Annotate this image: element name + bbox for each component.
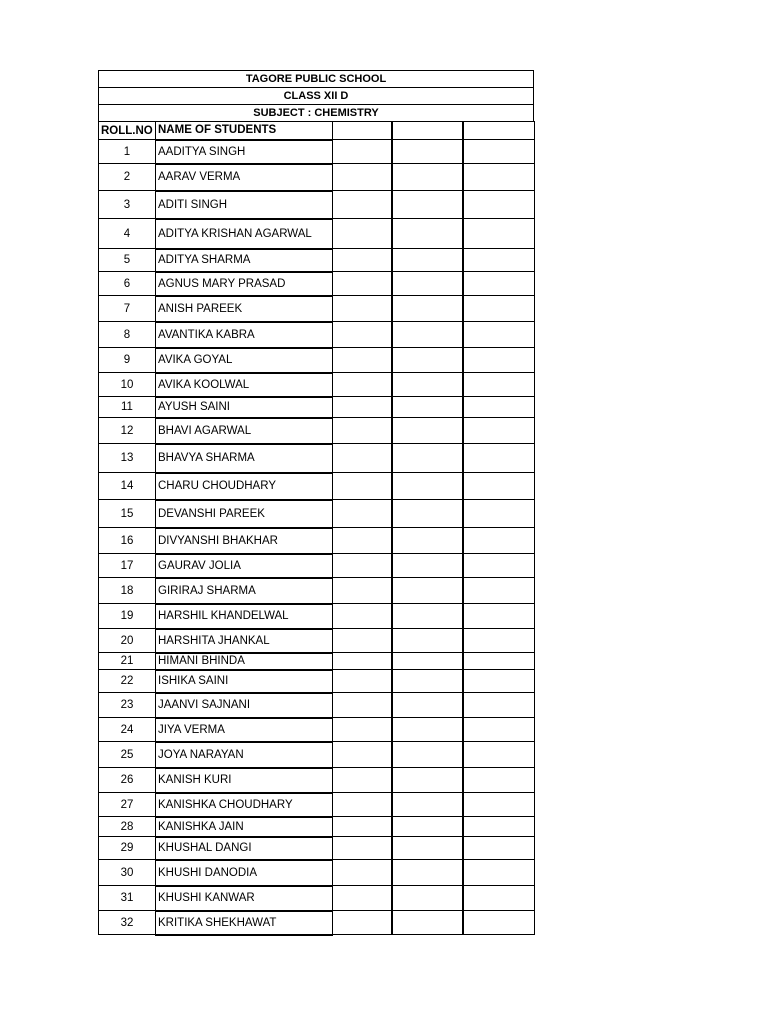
blank-cell[interactable] xyxy=(392,444,463,473)
blank-cell[interactable] xyxy=(333,444,392,473)
table-row xyxy=(99,296,535,322)
blank-cell[interactable] xyxy=(463,860,535,886)
blank-cell[interactable] xyxy=(463,272,535,296)
blank-cell[interactable] xyxy=(392,860,463,886)
roll-no-cell: 4 xyxy=(99,219,156,249)
table-row xyxy=(99,348,535,373)
table-row xyxy=(99,554,535,578)
table-row xyxy=(99,653,535,670)
blank-cell[interactable] xyxy=(463,164,535,191)
blank-cell[interactable] xyxy=(333,249,392,272)
blank-cell[interactable] xyxy=(463,578,535,604)
student-name-cell: AARAV VERMA xyxy=(156,164,333,191)
table-row xyxy=(99,817,535,837)
attendance-sheet xyxy=(98,70,534,936)
roll-no-cell: 20 xyxy=(99,629,156,653)
blank-cell[interactable] xyxy=(463,500,535,528)
table-row xyxy=(99,322,535,348)
blank-cell[interactable] xyxy=(392,500,463,528)
subject-title: SUBJECT : CHEMISTRY xyxy=(98,104,534,121)
blank-cell[interactable] xyxy=(392,164,463,191)
blank-cell[interactable] xyxy=(333,817,392,837)
student-name-cell: KANISHKA JAIN xyxy=(156,817,333,837)
student-name-cell: GAURAV JOLIA xyxy=(156,554,333,578)
student-name-cell: AADITYA SINGH xyxy=(156,140,333,164)
blank-cell[interactable] xyxy=(392,373,463,397)
table-row xyxy=(99,272,535,296)
roll-no-cell: 19 xyxy=(99,604,156,629)
blank-cell[interactable] xyxy=(333,793,392,817)
table-row xyxy=(99,793,535,817)
table-row xyxy=(99,742,535,768)
student-name-cell: BHAVYA SHARMA xyxy=(156,444,333,473)
blank-cell[interactable] xyxy=(392,296,463,322)
student-name-cell: AVIKA KOOLWAL xyxy=(156,373,333,397)
student-name-cell: JIYA VERMA xyxy=(156,718,333,742)
blank-cell[interactable] xyxy=(392,837,463,860)
student-name-cell: ADITI SINGH xyxy=(156,191,333,219)
blank-cell[interactable] xyxy=(333,219,392,249)
blank-cell[interactable] xyxy=(392,742,463,768)
blank-cell[interactable] xyxy=(333,837,392,860)
table-header-row xyxy=(99,122,535,140)
blank-cell[interactable] xyxy=(333,140,392,164)
roll-no-cell: 29 xyxy=(99,837,156,860)
blank-cell[interactable] xyxy=(463,373,535,397)
student-name-cell: ANISH PAREEK xyxy=(156,296,333,322)
student-name-cell: HARSHITA JHANKAL xyxy=(156,629,333,653)
blank-cell[interactable] xyxy=(333,122,392,140)
blank-cell[interactable] xyxy=(463,817,535,837)
blank-cell[interactable] xyxy=(392,817,463,837)
blank-cell[interactable] xyxy=(392,768,463,793)
blank-cell[interactable] xyxy=(463,122,535,140)
blank-cell[interactable] xyxy=(463,693,535,718)
table-row xyxy=(99,528,535,554)
student-name-cell: AGNUS MARY PRASAD xyxy=(156,272,333,296)
roll-no-cell: 16 xyxy=(99,528,156,554)
table-row xyxy=(99,444,535,473)
table-row xyxy=(99,768,535,793)
blank-cell[interactable] xyxy=(392,693,463,718)
student-name-cell: CHARU CHOUDHARY xyxy=(156,473,333,500)
roll-no-cell: 31 xyxy=(99,886,156,911)
blank-cell[interactable] xyxy=(333,554,392,578)
blank-cell[interactable] xyxy=(392,348,463,373)
blank-cell[interactable] xyxy=(463,604,535,629)
blank-cell[interactable] xyxy=(392,554,463,578)
roll-no-cell: 2 xyxy=(99,164,156,191)
blank-cell[interactable] xyxy=(392,718,463,742)
blank-cell[interactable] xyxy=(463,140,535,164)
student-name-cell: KANISH KURI xyxy=(156,768,333,793)
blank-cell[interactable] xyxy=(392,653,463,670)
blank-cell[interactable] xyxy=(463,418,535,444)
blank-cell[interactable] xyxy=(333,860,392,886)
student-name-cell: DIVYANSHI BHAKHAR xyxy=(156,528,333,554)
blank-cell[interactable] xyxy=(392,122,463,140)
table-row xyxy=(99,718,535,742)
roll-no-cell: 3 xyxy=(99,191,156,219)
blank-cell[interactable] xyxy=(333,528,392,554)
table-row xyxy=(99,373,535,397)
roll-no-cell: 25 xyxy=(99,742,156,768)
blank-cell[interactable] xyxy=(333,373,392,397)
blank-cell[interactable] xyxy=(463,670,535,693)
table-row xyxy=(99,164,535,191)
blank-cell[interactable] xyxy=(392,911,463,935)
blank-cell[interactable] xyxy=(392,322,463,348)
blank-cell[interactable] xyxy=(333,670,392,693)
roll-no-cell: 5 xyxy=(99,249,156,272)
blank-cell[interactable] xyxy=(392,528,463,554)
student-name-cell: AVANTIKA KABRA xyxy=(156,322,333,348)
roll-no-cell: 26 xyxy=(99,768,156,793)
student-name-cell: KHUSHI DANODIA xyxy=(156,860,333,886)
blank-cell[interactable] xyxy=(463,554,535,578)
roll-no-cell: 21 xyxy=(99,653,156,670)
table-row xyxy=(99,397,535,418)
blank-cell[interactable] xyxy=(333,348,392,373)
roll-no-cell: 12 xyxy=(99,418,156,444)
blank-cell[interactable] xyxy=(392,249,463,272)
blank-cell[interactable] xyxy=(463,629,535,653)
school-name: TAGORE PUBLIC SCHOOL xyxy=(98,70,534,87)
roll-no-cell: 7 xyxy=(99,296,156,322)
blank-cell[interactable] xyxy=(463,444,535,473)
table-row xyxy=(99,500,535,528)
blank-cell[interactable] xyxy=(463,191,535,219)
blank-cell[interactable] xyxy=(463,473,535,500)
student-name-cell: AVIKA GOYAL xyxy=(156,348,333,373)
student-name-cell: ISHIKA SAINI xyxy=(156,670,333,693)
roll-no-cell: 17 xyxy=(99,554,156,578)
student-name-cell: KRITIKA SHEKHAWAT xyxy=(156,911,333,935)
blank-cell[interactable] xyxy=(333,629,392,653)
roll-no-cell: 28 xyxy=(99,817,156,837)
class-title: CLASS XII D xyxy=(98,87,534,104)
table-row xyxy=(99,249,535,272)
blank-cell[interactable] xyxy=(463,768,535,793)
blank-cell[interactable] xyxy=(463,528,535,554)
roll-no-cell: 6 xyxy=(99,272,156,296)
blank-cell[interactable] xyxy=(333,164,392,191)
student-name-cell: KHUSHAL DANGI xyxy=(156,837,333,860)
blank-cell[interactable] xyxy=(333,653,392,670)
roll-no-cell: 8 xyxy=(99,322,156,348)
table-row xyxy=(99,219,535,249)
blank-cell[interactable] xyxy=(392,578,463,604)
table-row xyxy=(99,191,535,219)
student-name-cell: HARSHIL KHANDELWAL xyxy=(156,604,333,629)
blank-cell[interactable] xyxy=(463,911,535,935)
blank-cell[interactable] xyxy=(333,191,392,219)
blank-cell[interactable] xyxy=(392,219,463,249)
blank-cell[interactable] xyxy=(392,418,463,444)
roll-no-cell: 32 xyxy=(99,911,156,935)
blank-cell[interactable] xyxy=(392,604,463,629)
blank-cell[interactable] xyxy=(333,418,392,444)
roll-no-cell: 18 xyxy=(99,578,156,604)
table-row xyxy=(99,629,535,653)
blank-cell[interactable] xyxy=(392,629,463,653)
blank-cell[interactable] xyxy=(463,793,535,817)
table-row xyxy=(99,670,535,693)
roll-no-cell: 24 xyxy=(99,718,156,742)
blank-cell[interactable] xyxy=(463,348,535,373)
table-row xyxy=(99,837,535,860)
table-row xyxy=(99,140,535,164)
roll-no-cell: 15 xyxy=(99,500,156,528)
table-row xyxy=(99,886,535,911)
blank-cell[interactable] xyxy=(392,886,463,911)
blank-cell[interactable] xyxy=(333,397,392,418)
blank-cell[interactable] xyxy=(333,473,392,500)
roll-no-cell: 27 xyxy=(99,793,156,817)
roll-no-header: ROLL.NO xyxy=(99,122,156,140)
student-name-cell: ADITYA SHARMA xyxy=(156,249,333,272)
student-name-header: NAME OF STUDENTS xyxy=(156,122,333,140)
student-table xyxy=(98,121,535,936)
table-row xyxy=(99,578,535,604)
roll-no-cell: 9 xyxy=(99,348,156,373)
roll-no-cell: 10 xyxy=(99,373,156,397)
roll-no-cell: 13 xyxy=(99,444,156,473)
blank-cell[interactable] xyxy=(333,742,392,768)
student-name-cell: GIRIRAJ SHARMA xyxy=(156,578,333,604)
blank-cell[interactable] xyxy=(333,500,392,528)
table-row xyxy=(99,418,535,444)
blank-cell[interactable] xyxy=(333,272,392,296)
student-name-cell: JOYA NARAYAN xyxy=(156,742,333,768)
blank-cell[interactable] xyxy=(463,653,535,670)
blank-cell[interactable] xyxy=(333,693,392,718)
blank-cell[interactable] xyxy=(333,718,392,742)
table-row xyxy=(99,911,535,935)
blank-cell[interactable] xyxy=(392,272,463,296)
roll-no-cell: 14 xyxy=(99,473,156,500)
blank-cell[interactable] xyxy=(392,473,463,500)
blank-cell[interactable] xyxy=(392,140,463,164)
blank-cell[interactable] xyxy=(463,886,535,911)
blank-cell[interactable] xyxy=(333,768,392,793)
blank-cell[interactable] xyxy=(392,793,463,817)
blank-cell[interactable] xyxy=(463,397,535,418)
blank-cell[interactable] xyxy=(463,742,535,768)
student-name-cell: KHUSHI KANWAR xyxy=(156,886,333,911)
student-name-cell: ADITYA KRISHAN AGARWAL xyxy=(156,219,333,249)
roll-no-cell: 22 xyxy=(99,670,156,693)
table-row xyxy=(99,604,535,629)
blank-cell[interactable] xyxy=(333,604,392,629)
blank-cell[interactable] xyxy=(333,886,392,911)
blank-cell[interactable] xyxy=(333,911,392,935)
student-name-cell: BHAVI AGARWAL xyxy=(156,418,333,444)
table-row xyxy=(99,473,535,500)
student-name-cell: DEVANSHI PAREEK xyxy=(156,500,333,528)
blank-cell[interactable] xyxy=(333,322,392,348)
table-row xyxy=(99,693,535,718)
student-name-cell: JAANVI SAJNANI xyxy=(156,693,333,718)
blank-cell[interactable] xyxy=(392,397,463,418)
blank-cell[interactable] xyxy=(333,296,392,322)
student-name-cell: AYUSH SAINI xyxy=(156,397,333,418)
blank-cell[interactable] xyxy=(392,670,463,693)
blank-cell[interactable] xyxy=(463,249,535,272)
roll-no-cell: 23 xyxy=(99,693,156,718)
student-table-body xyxy=(99,122,535,935)
blank-cell[interactable] xyxy=(463,322,535,348)
roll-no-cell: 1 xyxy=(99,140,156,164)
blank-cell[interactable] xyxy=(463,296,535,322)
roll-no-cell: 30 xyxy=(99,860,156,886)
blank-cell[interactable] xyxy=(463,219,535,249)
student-name-cell: KANISHKA CHOUDHARY xyxy=(156,793,333,817)
blank-cell[interactable] xyxy=(463,718,535,742)
roll-no-cell: 11 xyxy=(99,397,156,418)
table-row xyxy=(99,860,535,886)
blank-cell[interactable] xyxy=(392,191,463,219)
blank-cell[interactable] xyxy=(333,578,392,604)
student-name-cell: HIMANI BHINDA xyxy=(156,653,333,670)
blank-cell[interactable] xyxy=(463,837,535,860)
